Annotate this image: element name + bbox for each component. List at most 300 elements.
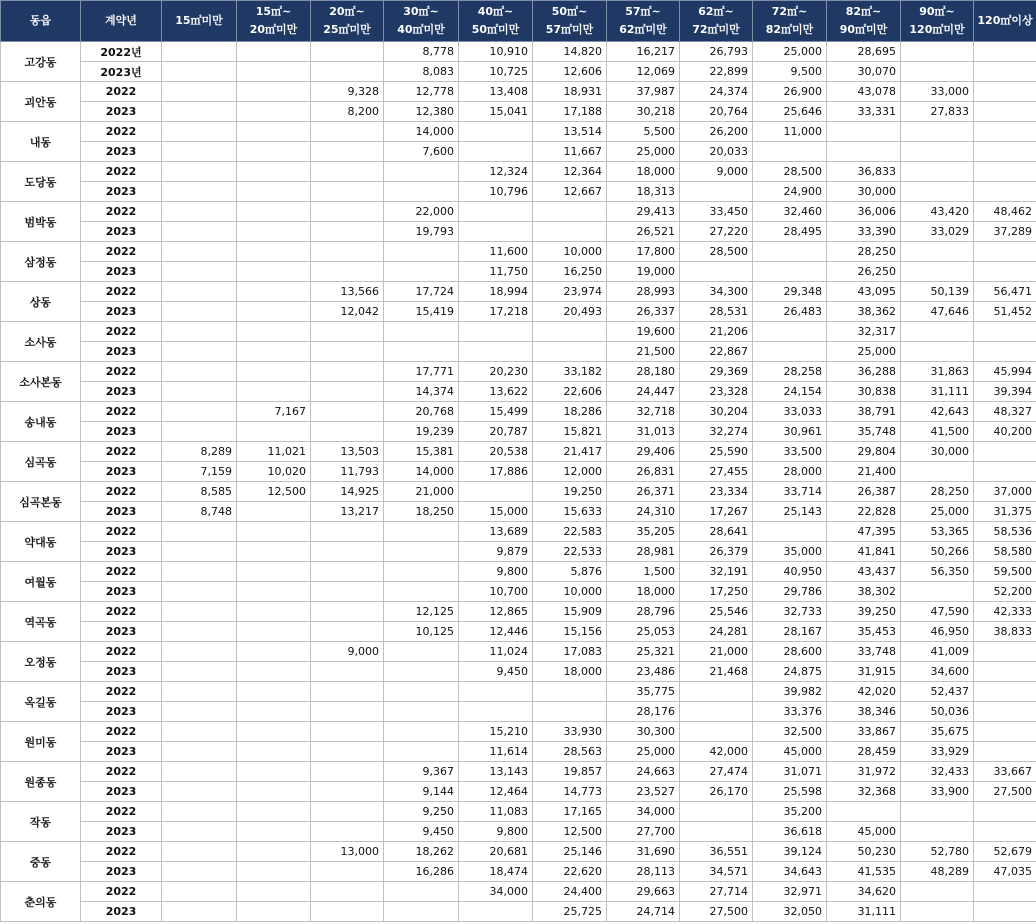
price-cell: 33,182 xyxy=(533,362,607,382)
price-cell xyxy=(384,322,459,342)
price-cell xyxy=(237,622,311,642)
contract-year-cell: 2023 xyxy=(81,782,162,802)
price-cell: 28,993 xyxy=(607,282,680,302)
price-cell: 32,191 xyxy=(680,562,753,582)
price-cell: 12,324 xyxy=(459,162,533,182)
price-cell xyxy=(974,62,1036,82)
price-cell: 13,000 xyxy=(311,842,384,862)
price-cell xyxy=(311,422,384,442)
price-cell xyxy=(162,222,237,242)
price-cell: 9,500 xyxy=(753,62,827,82)
price-cell: 24,447 xyxy=(607,382,680,402)
table-row xyxy=(1,162,1036,182)
column-header: 15㎡~ 20㎡미만 xyxy=(237,1,311,42)
contract-year-cell: 2023 xyxy=(81,502,162,522)
price-cell xyxy=(162,842,237,862)
price-cell xyxy=(162,122,237,142)
price-cell xyxy=(162,362,237,382)
price-cell: 39,394 xyxy=(974,382,1036,402)
price-cell xyxy=(311,122,384,142)
price-cell: 17,267 xyxy=(680,502,753,522)
column-header: 120㎡이상 xyxy=(974,1,1036,42)
price-cell: 25,546 xyxy=(680,602,753,622)
table-row xyxy=(1,422,1036,442)
dong-name-cell: 송내동 xyxy=(1,402,81,442)
price-cell: 26,379 xyxy=(680,542,753,562)
price-cell: 23,486 xyxy=(607,662,680,682)
contract-year-cell: 2023 xyxy=(81,342,162,362)
price-cell xyxy=(162,662,237,682)
price-cell xyxy=(901,822,974,842)
price-cell: 12,042 xyxy=(311,302,384,322)
column-header: 72㎡~ 82㎡미만 xyxy=(753,1,827,42)
price-cell: 22,867 xyxy=(680,342,753,362)
price-cell: 41,535 xyxy=(827,862,901,882)
price-cell: 17,250 xyxy=(680,582,753,602)
price-cell xyxy=(974,722,1036,742)
table-row xyxy=(1,222,1036,242)
price-cell xyxy=(311,782,384,802)
price-cell xyxy=(311,162,384,182)
table-row xyxy=(1,362,1036,382)
price-cell xyxy=(162,682,237,702)
price-cell: 13,689 xyxy=(459,522,533,542)
price-cell xyxy=(311,602,384,622)
price-cell: 43,095 xyxy=(827,282,901,302)
price-cell: 20,493 xyxy=(533,302,607,322)
price-cell: 17,724 xyxy=(384,282,459,302)
price-cell xyxy=(162,822,237,842)
price-cell: 12,364 xyxy=(533,162,607,182)
contract-year-cell: 2023 xyxy=(81,422,162,442)
dong-name-cell: 춘의동 xyxy=(1,882,81,922)
price-cell: 18,000 xyxy=(607,582,680,602)
price-cell: 29,786 xyxy=(753,582,827,602)
price-cell xyxy=(384,902,459,922)
price-cell: 28,167 xyxy=(753,622,827,642)
price-cell: 38,833 xyxy=(974,622,1036,642)
price-cell: 9,367 xyxy=(384,762,459,782)
price-cell xyxy=(974,182,1036,202)
price-cell: 12,667 xyxy=(533,182,607,202)
contract-year-cell: 2022 xyxy=(81,82,162,102)
price-cell: 53,365 xyxy=(901,522,974,542)
price-cell xyxy=(384,542,459,562)
price-cell xyxy=(680,182,753,202)
price-cell: 14,925 xyxy=(311,482,384,502)
price-cell: 31,915 xyxy=(827,662,901,682)
price-cell xyxy=(384,522,459,542)
price-cell: 12,446 xyxy=(459,622,533,642)
table-row xyxy=(1,262,1036,282)
price-cell: 25,725 xyxy=(533,902,607,922)
price-cell: 21,000 xyxy=(384,482,459,502)
price-cell: 48,327 xyxy=(974,402,1036,422)
price-cell: 33,390 xyxy=(827,222,901,242)
table-row xyxy=(1,522,1036,542)
price-cell: 13,514 xyxy=(533,122,607,142)
price-cell: 33,029 xyxy=(901,222,974,242)
price-cell: 27,500 xyxy=(974,782,1036,802)
price-cell: 47,395 xyxy=(827,522,901,542)
price-cell: 11,021 xyxy=(237,442,311,462)
contract-year-cell: 2022 xyxy=(81,722,162,742)
price-cell: 18,994 xyxy=(459,282,533,302)
price-cell: 15,909 xyxy=(533,602,607,622)
price-cell: 14,773 xyxy=(533,782,607,802)
price-cell xyxy=(311,62,384,82)
price-cell: 20,033 xyxy=(680,142,753,162)
price-cell xyxy=(459,902,533,922)
price-cell xyxy=(237,382,311,402)
price-cell: 27,700 xyxy=(607,822,680,842)
price-cell xyxy=(459,322,533,342)
price-cell: 17,800 xyxy=(607,242,680,262)
column-header: 30㎡~ 40㎡미만 xyxy=(384,1,459,42)
price-cell xyxy=(680,802,753,822)
price-cell xyxy=(311,402,384,422)
price-cell: 13,622 xyxy=(459,382,533,402)
price-cell: 12,380 xyxy=(384,102,459,122)
price-cell xyxy=(237,62,311,82)
contract-year-cell: 2023 xyxy=(81,382,162,402)
price-cell xyxy=(162,782,237,802)
price-cell: 8,585 xyxy=(162,482,237,502)
price-cell xyxy=(311,42,384,62)
table-row xyxy=(1,382,1036,402)
price-cell xyxy=(533,322,607,342)
price-cell xyxy=(384,722,459,742)
price-cell xyxy=(237,342,311,362)
price-cell: 31,863 xyxy=(901,362,974,382)
price-cell xyxy=(901,142,974,162)
contract-year-cell: 2022 xyxy=(81,162,162,182)
price-cell xyxy=(237,662,311,682)
price-cell: 20,538 xyxy=(459,442,533,462)
price-cell xyxy=(901,902,974,922)
price-cell xyxy=(237,802,311,822)
price-cell xyxy=(237,902,311,922)
price-cell xyxy=(384,582,459,602)
price-cell xyxy=(974,902,1036,922)
column-header: 90㎡~ 120㎡미만 xyxy=(901,1,974,42)
price-cell: 58,580 xyxy=(974,542,1036,562)
price-cell: 15,821 xyxy=(533,422,607,442)
price-cell: 29,804 xyxy=(827,442,901,462)
price-cell: 12,500 xyxy=(533,822,607,842)
price-cell xyxy=(974,822,1036,842)
price-cell: 8,200 xyxy=(311,102,384,122)
price-cell: 13,143 xyxy=(459,762,533,782)
contract-year-cell: 2022 xyxy=(81,562,162,582)
price-cell xyxy=(901,42,974,62)
contract-year-cell: 2023 xyxy=(81,622,162,642)
price-cell: 32,368 xyxy=(827,782,901,802)
price-cell xyxy=(384,702,459,722)
price-cell: 33,331 xyxy=(827,102,901,122)
price-cell: 23,974 xyxy=(533,282,607,302)
price-cell: 35,200 xyxy=(753,802,827,822)
price-cell xyxy=(384,882,459,902)
price-cell: 34,000 xyxy=(607,802,680,822)
price-cell: 26,170 xyxy=(680,782,753,802)
price-cell xyxy=(974,42,1036,62)
price-cell: 11,083 xyxy=(459,802,533,822)
price-cell: 32,433 xyxy=(901,762,974,782)
price-cell: 13,217 xyxy=(311,502,384,522)
price-cell xyxy=(162,42,237,62)
price-cell: 29,663 xyxy=(607,882,680,902)
price-cell: 12,000 xyxy=(533,462,607,482)
price-cell: 30,070 xyxy=(827,62,901,82)
price-cell xyxy=(237,682,311,702)
price-cell xyxy=(162,522,237,542)
price-cell: 26,793 xyxy=(680,42,753,62)
price-cell: 11,793 xyxy=(311,462,384,482)
price-cell xyxy=(974,662,1036,682)
contract-year-cell: 2022 xyxy=(81,762,162,782)
price-cell xyxy=(311,902,384,922)
price-cell: 8,083 xyxy=(384,62,459,82)
price-cell xyxy=(237,742,311,762)
price-cell xyxy=(237,822,311,842)
price-cell xyxy=(237,602,311,622)
column-header: 20㎡~ 25㎡미만 xyxy=(311,1,384,42)
price-cell: 19,793 xyxy=(384,222,459,242)
contract-year-cell: 2022 xyxy=(81,402,162,422)
price-cell xyxy=(459,142,533,162)
price-cell: 16,217 xyxy=(607,42,680,62)
price-cell xyxy=(753,262,827,282)
price-cell: 5,876 xyxy=(533,562,607,582)
price-cell xyxy=(162,882,237,902)
price-cell: 32,718 xyxy=(607,402,680,422)
price-cell: 43,078 xyxy=(827,82,901,102)
price-cell: 10,000 xyxy=(533,582,607,602)
price-cell: 7,167 xyxy=(237,402,311,422)
dong-name-cell: 심곡동 xyxy=(1,442,81,482)
price-cell xyxy=(237,842,311,862)
column-header: 62㎡~ 72㎡미만 xyxy=(680,1,753,42)
contract-year-cell: 2023 xyxy=(81,662,162,682)
dong-name-cell: 삼정동 xyxy=(1,242,81,282)
price-cell: 36,618 xyxy=(753,822,827,842)
table-row xyxy=(1,802,1036,822)
price-cell: 35,453 xyxy=(827,622,901,642)
price-cell xyxy=(974,882,1036,902)
price-cell: 28,000 xyxy=(753,462,827,482)
price-cell: 33,667 xyxy=(974,762,1036,782)
price-cell xyxy=(901,882,974,902)
price-cell xyxy=(237,722,311,742)
price-cell: 12,865 xyxy=(459,602,533,622)
price-cell: 33,748 xyxy=(827,642,901,662)
price-cell: 18,286 xyxy=(533,402,607,422)
price-cell xyxy=(162,702,237,722)
price-cell xyxy=(901,122,974,142)
table-row xyxy=(1,322,1036,342)
price-cell: 56,350 xyxy=(901,562,974,582)
table-row xyxy=(1,122,1036,142)
contract-year-cell: 2022 xyxy=(81,362,162,382)
price-cell xyxy=(680,682,753,702)
price-cell: 24,154 xyxy=(753,382,827,402)
dong-name-cell: 도당동 xyxy=(1,162,81,202)
price-cell xyxy=(237,222,311,242)
price-cell: 33,929 xyxy=(901,742,974,762)
price-cell xyxy=(237,202,311,222)
table-row xyxy=(1,842,1036,862)
price-cell xyxy=(237,162,311,182)
price-cell: 27,220 xyxy=(680,222,753,242)
price-cell: 28,495 xyxy=(753,222,827,242)
price-cell: 30,204 xyxy=(680,402,753,422)
price-cell xyxy=(162,562,237,582)
dong-name-cell: 범박동 xyxy=(1,202,81,242)
price-cell xyxy=(533,682,607,702)
price-cell: 56,471 xyxy=(974,282,1036,302)
price-cell: 28,600 xyxy=(753,642,827,662)
price-cell xyxy=(459,222,533,242)
price-cell: 17,188 xyxy=(533,102,607,122)
price-cell xyxy=(162,402,237,422)
dong-name-cell: 중동 xyxy=(1,842,81,882)
price-cell xyxy=(974,82,1036,102)
price-cell xyxy=(680,722,753,742)
price-cell: 34,000 xyxy=(459,882,533,902)
price-cell: 25,053 xyxy=(607,622,680,642)
price-cell: 26,900 xyxy=(753,82,827,102)
price-cell xyxy=(162,282,237,302)
table-row xyxy=(1,882,1036,902)
price-cell xyxy=(533,222,607,242)
price-cell xyxy=(974,102,1036,122)
contract-year-cell: 2023 xyxy=(81,702,162,722)
contract-year-cell: 2022 xyxy=(81,322,162,342)
price-cell: 14,000 xyxy=(384,462,459,482)
contract-year-cell: 2022 xyxy=(81,602,162,622)
price-cell: 37,289 xyxy=(974,222,1036,242)
price-cell xyxy=(753,322,827,342)
dong-name-cell: 내동 xyxy=(1,122,81,162)
contract-year-cell: 2023 xyxy=(81,142,162,162)
price-cell: 17,886 xyxy=(459,462,533,482)
table-row xyxy=(1,102,1036,122)
price-cell xyxy=(384,162,459,182)
table-row xyxy=(1,762,1036,782)
price-cell xyxy=(237,322,311,342)
contract-year-cell: 2022년 xyxy=(81,42,162,62)
table-row xyxy=(1,442,1036,462)
price-cell: 9,144 xyxy=(384,782,459,802)
price-cell: 23,328 xyxy=(680,382,753,402)
price-cell: 18,931 xyxy=(533,82,607,102)
price-cell: 37,987 xyxy=(607,82,680,102)
dong-name-cell: 상동 xyxy=(1,282,81,322)
price-cell xyxy=(237,422,311,442)
price-cell: 33,450 xyxy=(680,202,753,222)
price-cell xyxy=(459,342,533,362)
price-cell: 22,533 xyxy=(533,542,607,562)
price-cell: 25,590 xyxy=(680,442,753,462)
price-cell xyxy=(384,682,459,702)
price-cell: 17,771 xyxy=(384,362,459,382)
contract-year-cell: 2023 xyxy=(81,822,162,842)
price-cell: 13,503 xyxy=(311,442,384,462)
column-header: 50㎡~ 57㎡미만 xyxy=(533,1,607,42)
price-cell: 52,679 xyxy=(974,842,1036,862)
price-cell: 24,900 xyxy=(753,182,827,202)
contract-year-cell: 2022 xyxy=(81,282,162,302)
price-cell xyxy=(311,362,384,382)
price-cell: 19,000 xyxy=(607,262,680,282)
contract-year-cell: 2023 xyxy=(81,222,162,242)
price-cell: 9,800 xyxy=(459,562,533,582)
price-cell: 20,787 xyxy=(459,422,533,442)
price-cell: 24,400 xyxy=(533,882,607,902)
price-cell: 10,910 xyxy=(459,42,533,62)
price-cell: 16,286 xyxy=(384,862,459,882)
price-cell: 42,643 xyxy=(901,402,974,422)
price-cell: 38,791 xyxy=(827,402,901,422)
price-cell: 22,828 xyxy=(827,502,901,522)
price-cell xyxy=(162,162,237,182)
price-cell xyxy=(162,762,237,782)
price-cell: 34,571 xyxy=(680,862,753,882)
price-cell xyxy=(311,342,384,362)
table-row xyxy=(1,582,1036,602)
price-cell: 24,281 xyxy=(680,622,753,642)
price-cell: 10,000 xyxy=(533,242,607,262)
dong-name-cell: 약대동 xyxy=(1,522,81,562)
price-cell: 15,000 xyxy=(459,502,533,522)
price-cell: 28,641 xyxy=(680,522,753,542)
price-cell xyxy=(311,582,384,602)
price-cell xyxy=(162,902,237,922)
price-cell xyxy=(311,702,384,722)
price-cell: 35,775 xyxy=(607,682,680,702)
price-cell: 11,614 xyxy=(459,742,533,762)
table-row xyxy=(1,142,1036,162)
price-cell xyxy=(459,482,533,502)
price-cell: 12,778 xyxy=(384,82,459,102)
price-cell xyxy=(311,142,384,162)
price-cell: 27,455 xyxy=(680,462,753,482)
price-cell: 26,200 xyxy=(680,122,753,142)
price-cell: 28,459 xyxy=(827,742,901,762)
price-cell xyxy=(237,542,311,562)
price-cell xyxy=(311,382,384,402)
price-cell xyxy=(680,822,753,842)
price-cell xyxy=(237,642,311,662)
price-cell: 51,452 xyxy=(974,302,1036,322)
price-cell: 22,620 xyxy=(533,862,607,882)
price-cell xyxy=(459,682,533,702)
price-cell: 42,000 xyxy=(680,742,753,762)
price-cell xyxy=(311,562,384,582)
price-cell: 11,024 xyxy=(459,642,533,662)
price-cell: 39,982 xyxy=(753,682,827,702)
price-cell: 32,971 xyxy=(753,882,827,902)
price-cell xyxy=(162,622,237,642)
price-cell: 9,450 xyxy=(459,662,533,682)
price-cell xyxy=(237,102,311,122)
price-cell xyxy=(459,202,533,222)
price-cell: 28,563 xyxy=(533,742,607,762)
price-cell: 30,000 xyxy=(901,442,974,462)
price-cell xyxy=(311,742,384,762)
dong-name-cell: 여월동 xyxy=(1,562,81,602)
